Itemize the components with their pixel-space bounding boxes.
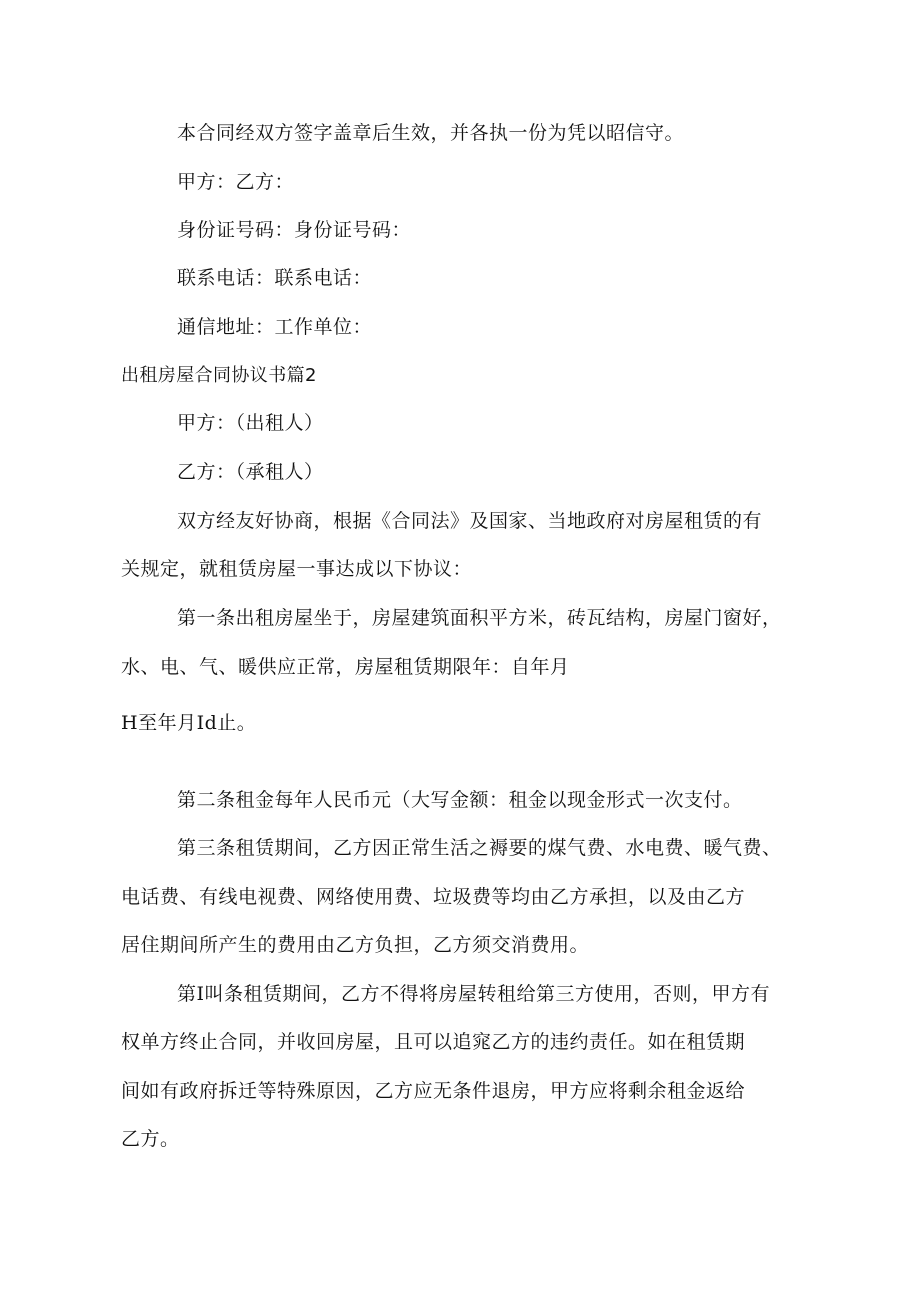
article-1-line-1: 第一条出租房屋坐于，房屋建筑面积平方米，砖瓦结构，房屋门窗好， bbox=[177, 607, 782, 629]
address-line: 通信地址：工作单位： bbox=[177, 316, 373, 338]
lessee-line: 乙方：（承租人） bbox=[177, 461, 324, 483]
article-3-line-3: 居住期间所产生的费用由乙方负担，乙方须交消费用。 bbox=[121, 934, 590, 956]
article-4-line-3: 间如有政府拆迁等特殊原因，乙方应无条件退房，甲方应将剩余租金返给 bbox=[121, 1080, 746, 1102]
article-3-line-1: 第三条租赁期间，乙方因正常生活之褥要的煤气费、水电费、暖气费、 bbox=[177, 837, 782, 859]
id-number-line: 身份证号码：身份证号码： bbox=[177, 219, 412, 241]
section-heading: 出租房屋合同协议书篇2 bbox=[121, 365, 317, 386]
phone-line: 联系电话：联系电话： bbox=[177, 267, 373, 289]
preamble-paragraph-line-2: 关规定，就租赁房屋一事达成以下协议： bbox=[121, 558, 473, 580]
article-4-line-2: 权单方终止合同，并收回房屋，且可以追窕乙方的违约责任。如在租赁期 bbox=[121, 1031, 746, 1053]
article-4-line-4: 乙方。 bbox=[121, 1128, 180, 1150]
article-4-line-1: 第I叫条租赁期间，乙方不得将房屋转租给第三方使用，否则，甲方有 bbox=[177, 983, 771, 1005]
preamble-paragraph-line-1: 双方经友好协商，根据《合同法》及国家、当地政府对房屋租赁的有 bbox=[177, 510, 763, 532]
article-3-line-2: 电话费、有线电视费、网络使用费、垃圾费等均由乙方承担，以及由乙方 bbox=[121, 886, 746, 908]
article-1-line-3: H至年月Id止。 bbox=[121, 712, 257, 734]
closing-clause: 本合同经双方签字盖章后生效，并各执一份为凭以昭信守。 bbox=[177, 122, 685, 144]
article-1-line-2: 水、电、气、暖供应正常，房屋租赁期限年：自年月 bbox=[121, 656, 570, 678]
signature-party-line: 甲方：乙方： bbox=[177, 171, 295, 193]
lessor-line: 甲方：（出租人） bbox=[177, 412, 324, 434]
article-2-line: 第二条租金每年人民币元（大写金额：租金以现金形式一次支付。 bbox=[177, 789, 743, 811]
